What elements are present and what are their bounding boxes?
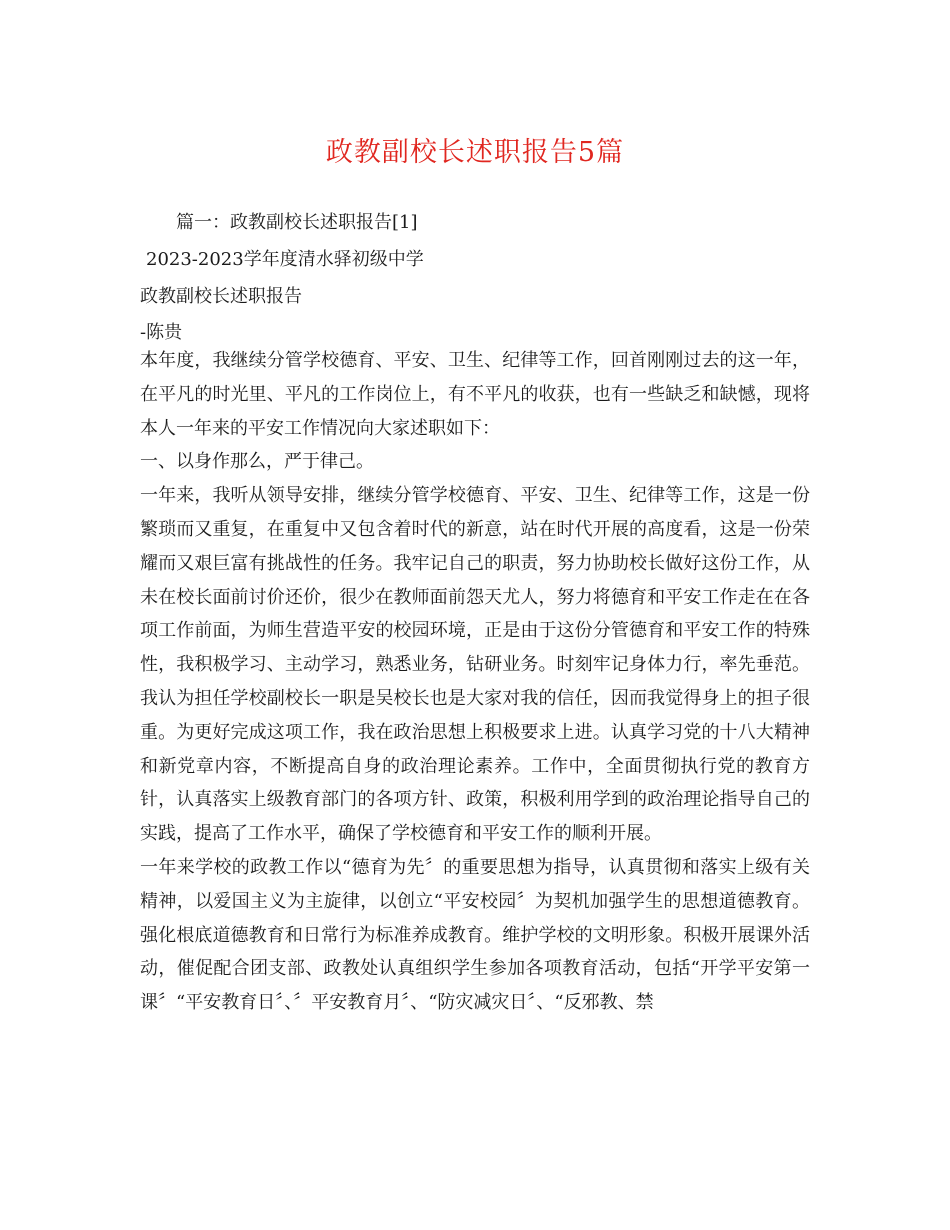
paragraph-intro: 本年度，我继续分管学校德育、平安、卫生、纪律等工作，回首刚刚过去的这一年，在平凡的时光里、平凡的工作岗位上，有不平凡的收获，也有一些缺乏和缺憾，现将本人一年来的平安工作情况向大家述职如下： (140, 350, 810, 439)
document-title: 政教副校长述职报告5篇 (325, 137, 625, 168)
paragraph-political-work: 一年来学校的政教工作以“德育为先〞的重要思想为指导，认真贯彻和落实上级有关精神，以爱国主义为主旋律，以创立“平安校园〞为契机加强学生的思想道德教育。强化根底道德教育和日常行为标准养成教育。维护学校的文明形象。积极开展课外活动，催促配合团支部、政教处认真组织学生参加各项教育活动，包括“开学平安第一课〞“平安教育日〞、〞平安教育月〞、“防灾减灾日〞、“反邪教、禁 (140, 856, 810, 1014)
paragraph-section-1: 一年来，我听从领导安排，继续分管学校德育、平安、卫生、纪律等工作，这是一份繁琐而又重复，在重复中又包含着时代的新意，站在时代开展的高度看，这是一份荣耀而又艰巨富有挑战性的任务。我牢记自己的职责，努力协助校长做好这份工作，从未在校长面前讨价还价，很少在教师面前怨天尤人，努力将德育和平安工作走在在各项工作前面，为师生营造平安的校园环境，正是由于这份分管德育和平安工作的特殊性，我积极学习、主动学习，熟悉业务，钻研业务。时刻牢记身体力行，率先垂范。我认为担任学校副校长一职是吴校长也是大家对我的信任，因而我觉得身上的担子很重。为更好完成这项工作，我在政治思想上积极要求上进。认真学习党的十八大精神和新党章内容，不断提高自身的政治理论素养。工作中，全面贯彻执行党的教育方针，认真落实上级教育部门的各项方针、政策，积极利用学到的政治理论指导自己的实践，提高了工作水平，确保了学校德育和平安工作的顺利开展。 (140, 485, 810, 845)
report-title: 政教副校长述职报告 (140, 286, 302, 307)
report-body (140, 344, 810, 1020)
chapter-heading: 篇一：政教副校长述职报告[1] (176, 212, 418, 233)
section-heading-1: 一、以身作那么，严于律己。 (140, 451, 374, 473)
school-year-line: 2023-2023学年度清水驿初级中学 (146, 249, 424, 270)
author-line: -陈贵 (140, 322, 183, 343)
